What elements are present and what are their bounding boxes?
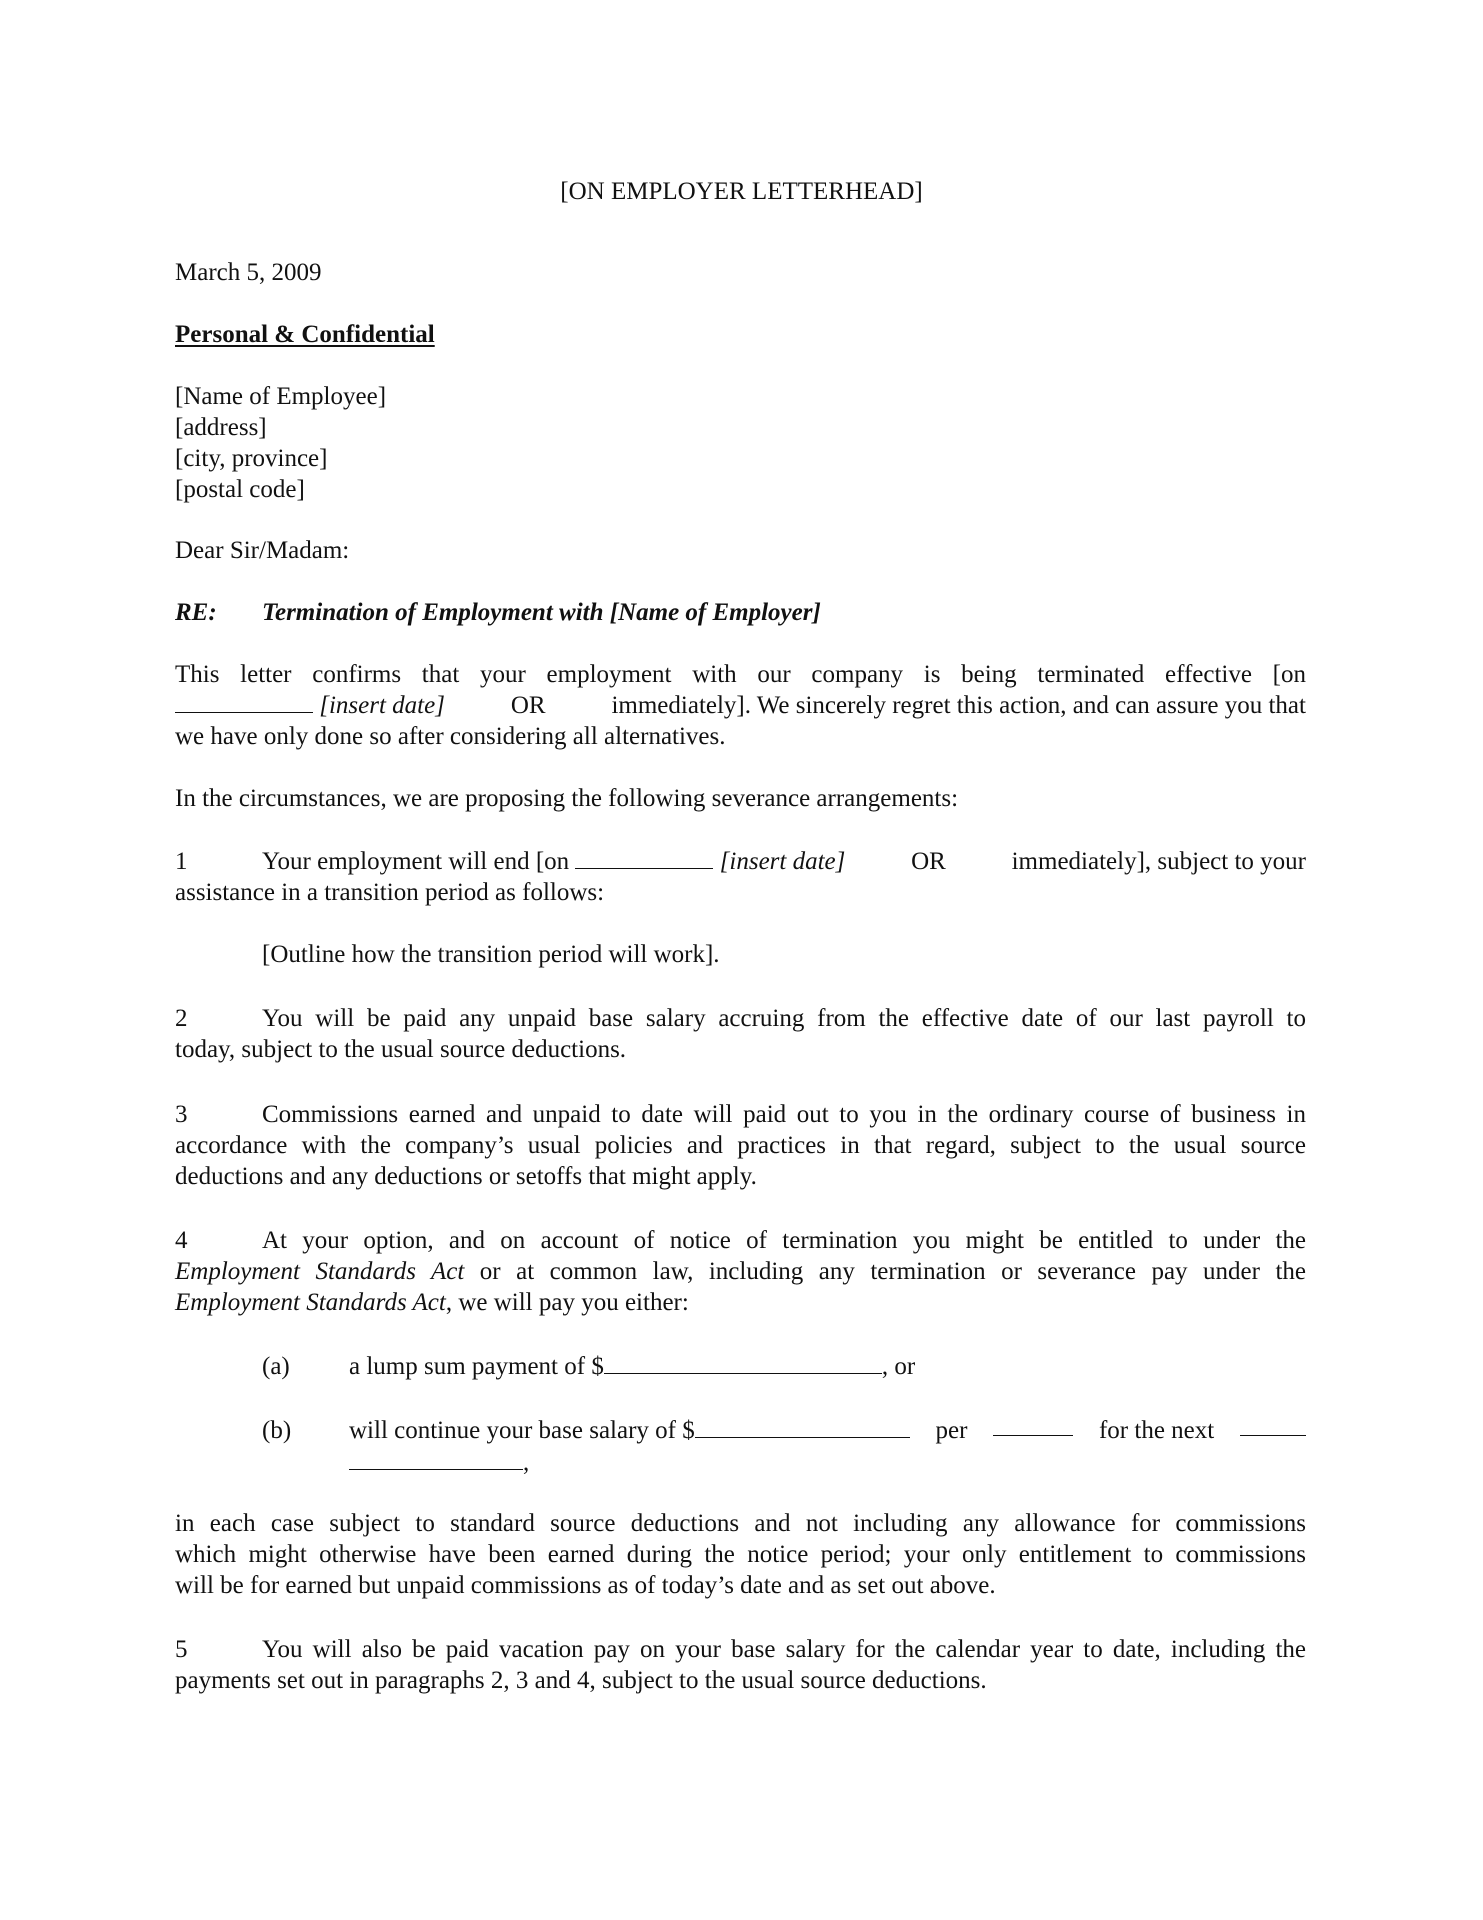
recipient-address: [address] [175,414,267,441]
option-b-salary-group [349,1415,910,1446]
item-4-line-2-rest: or at common law, including any termination or severance pay under the [479,1258,1306,1285]
confidential-heading-wrap [175,319,435,350]
item-1-number: 1 [175,848,188,875]
next-count-blank[interactable] [1240,1415,1306,1436]
item-1-line-2: assistance in a transition period as follows: [175,879,605,906]
duration-unit-blank[interactable] [349,1449,523,1470]
option-a-label: (a) [262,1353,290,1380]
item-4-after-line-1: in each case subject to standard source deductions and not including any allowance for commissions [175,1510,1306,1537]
item-5-text: You will also be paid vacation pay on your base salary for the calendar year to date, including the [262,1636,1306,1663]
option-b-label: (b) [262,1417,292,1444]
item-1-insert-date: [insert date] [719,848,846,875]
item-1-date-blank[interactable] [575,848,713,869]
intro-line-3: we have only done so after considering all alternatives. [175,723,726,750]
item-3-line-1 [175,1099,1306,1130]
item-5-number: 5 [175,1636,188,1663]
item-1-lead: Your employment will end [on [262,848,570,875]
item-4-number: 4 [175,1227,188,1254]
item-4-line-2 [175,1256,1306,1287]
or-label: OR [510,692,546,719]
insert-date-placeholder: [insert date] [319,692,445,719]
item-3-line-2: accordance with the company’s usual policies and practices in that regard, subject to the usual source [175,1132,1306,1159]
option-b-per: per [935,1417,968,1444]
base-salary-blank[interactable] [695,1417,910,1438]
option-b-next: for the next [1098,1417,1215,1444]
item-4-after-line-2: which might otherwise have been earned during the notice period; your only entitlement to commissions [175,1541,1306,1568]
item-1-outline: [Outline how the transition period will work]. [262,941,720,968]
option-a-text: a lump sum payment of $ [349,1353,604,1380]
item-2-line-1 [175,1003,1306,1034]
item-4-text: At your option, and on account of notice of termination you might be entitled to under the [262,1227,1306,1254]
recipient-name: [Name of Employee] [175,383,387,410]
re-label: RE: [175,599,217,626]
salutation: Dear Sir/Madam: [175,537,350,564]
intro-line-2 [175,690,1306,721]
item-5-line-1 [175,1634,1306,1665]
item-3-number: 3 [175,1101,188,1128]
item-1-line-1 [175,846,1306,877]
item-4-line-1 [175,1225,1306,1256]
item-4-line-3-rest: , we will pay you either: [445,1289,689,1316]
letterhead-placeholder: [ON EMPLOYER LETTERHEAD] [560,178,923,205]
item-3-line-3: deductions and any deductions or setoffs that might apply. [175,1163,757,1190]
re-subject: Termination of Employment with [Name of Employer] [262,599,821,626]
recipient-city: [city, province] [175,445,328,472]
item-2-number: 2 [175,1005,188,1032]
item-1-lead-group [175,846,845,877]
per-period-blank[interactable] [993,1415,1073,1436]
re-line [175,597,821,628]
item-1-tail: immediately], subject to your [1011,848,1306,875]
option-b-tail: , [523,1449,530,1476]
option-b-text: will continue your base salary of $ [349,1417,695,1444]
item-3-text: Commissions earned and unpaid to date will paid out to you in the ordinary course of business in [262,1101,1306,1128]
letter-date: March 5, 2009 [175,259,322,286]
recipient-postal: [postal code] [175,476,305,503]
item-4-after-line-3: will be for earned but unpaid commissions as of today’s date and as set out above. [175,1572,996,1599]
item-2-line-2: today, subject to the usual source deductions. [175,1036,627,1063]
intro-line-2-rest: immediately]. We sincerely regret this action, and can assure you that [611,692,1306,719]
intro-line-1: This letter confirms that your employment with our company is being terminated effective [on [175,661,1306,688]
option-b-content [349,1415,1306,1446]
confidential-heading: Personal & Confidential [175,321,435,348]
intro-date-group [175,690,445,721]
option-b [262,1415,1306,1446]
act-name: Employment Standards Act [175,1258,465,1285]
circumstances-line: In the circumstances, we are proposing the following severance arrangements: [175,785,959,812]
item-1-or: OR [911,848,946,875]
option-a [262,1351,915,1382]
item-4-line-3 [175,1287,689,1318]
lump-sum-blank[interactable] [604,1353,882,1374]
item-5-line-2: payments set out in paragraphs 2, 3 and 4, subject to the usual source deductions. [175,1667,987,1694]
option-b-line-2 [349,1447,529,1478]
date-blank[interactable] [175,692,313,713]
option-a-tail: , or [881,1353,916,1380]
item-2-text: You will be paid any unpaid base salary accruing from the effective date of our last payroll to [262,1005,1306,1032]
act-name-2: Employment Standards Act [175,1289,446,1316]
